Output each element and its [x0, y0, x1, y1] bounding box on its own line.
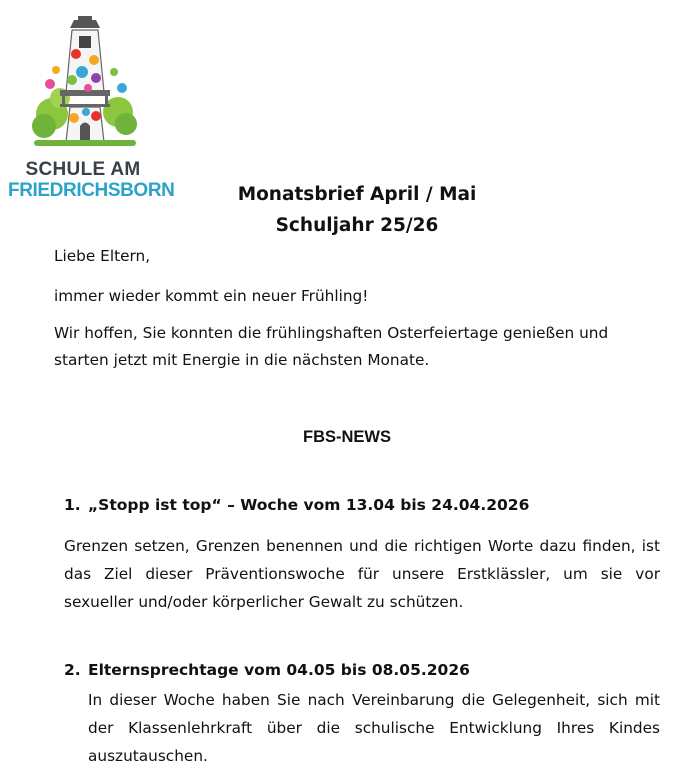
news-item-2-number: 2. [64, 661, 81, 679]
news-item-1-text: Grenzen setzen, Grenzen benennen und die richtigen Worte dazu finden, ist das Ziel dieser Präventionswoche für unsere Erstklässler, um sie vor sexueller und/oder körperlicher Gewalt zu schützen. [64, 537, 660, 611]
news-item-1-title: „Stopp ist top“ – Woche vom 13.04 bis 24.04.2026 [88, 496, 530, 514]
section-title [0, 428, 694, 447]
news-item-2-text: In dieser Woche haben Sie nach Vereinbarung die Gelegenheit, sich mit der Klassenlehrkraft über die schulische Entwicklung Ihres Kindes auszutauschen. [88, 691, 660, 765]
news-item-1-number: 1. [64, 496, 81, 514]
letter-subtitle: Schuljahr 25/26 [275, 215, 439, 236]
tower-with-handprints-icon [30, 14, 140, 154]
logo-text-line1: SCHULE AM [25, 159, 141, 180]
logo-text-line2: FRIEDRICHSBORN [8, 180, 175, 201]
intro-line-1: immer wieder kommt ein neuer Frühling! [54, 287, 369, 305]
school-logo [8, 14, 175, 201]
letter-title: Monatsbrief April / Mai [237, 184, 477, 205]
news-item-2-heading [64, 661, 470, 679]
section-title-text: FBS-NEWS [303, 428, 391, 446]
news-item-2-title: Elternsprechtage vom 04.05 bis 08.05.2026 [88, 661, 470, 679]
greeting: Liebe Eltern, [54, 247, 151, 265]
intro-line-2: Wir hoffen, Sie konnten die frühlingshaften Osterfeiertage genießen und starten jetzt mit Energie in die nächsten Monate. [54, 324, 609, 369]
news-item-1-heading [64, 496, 529, 514]
